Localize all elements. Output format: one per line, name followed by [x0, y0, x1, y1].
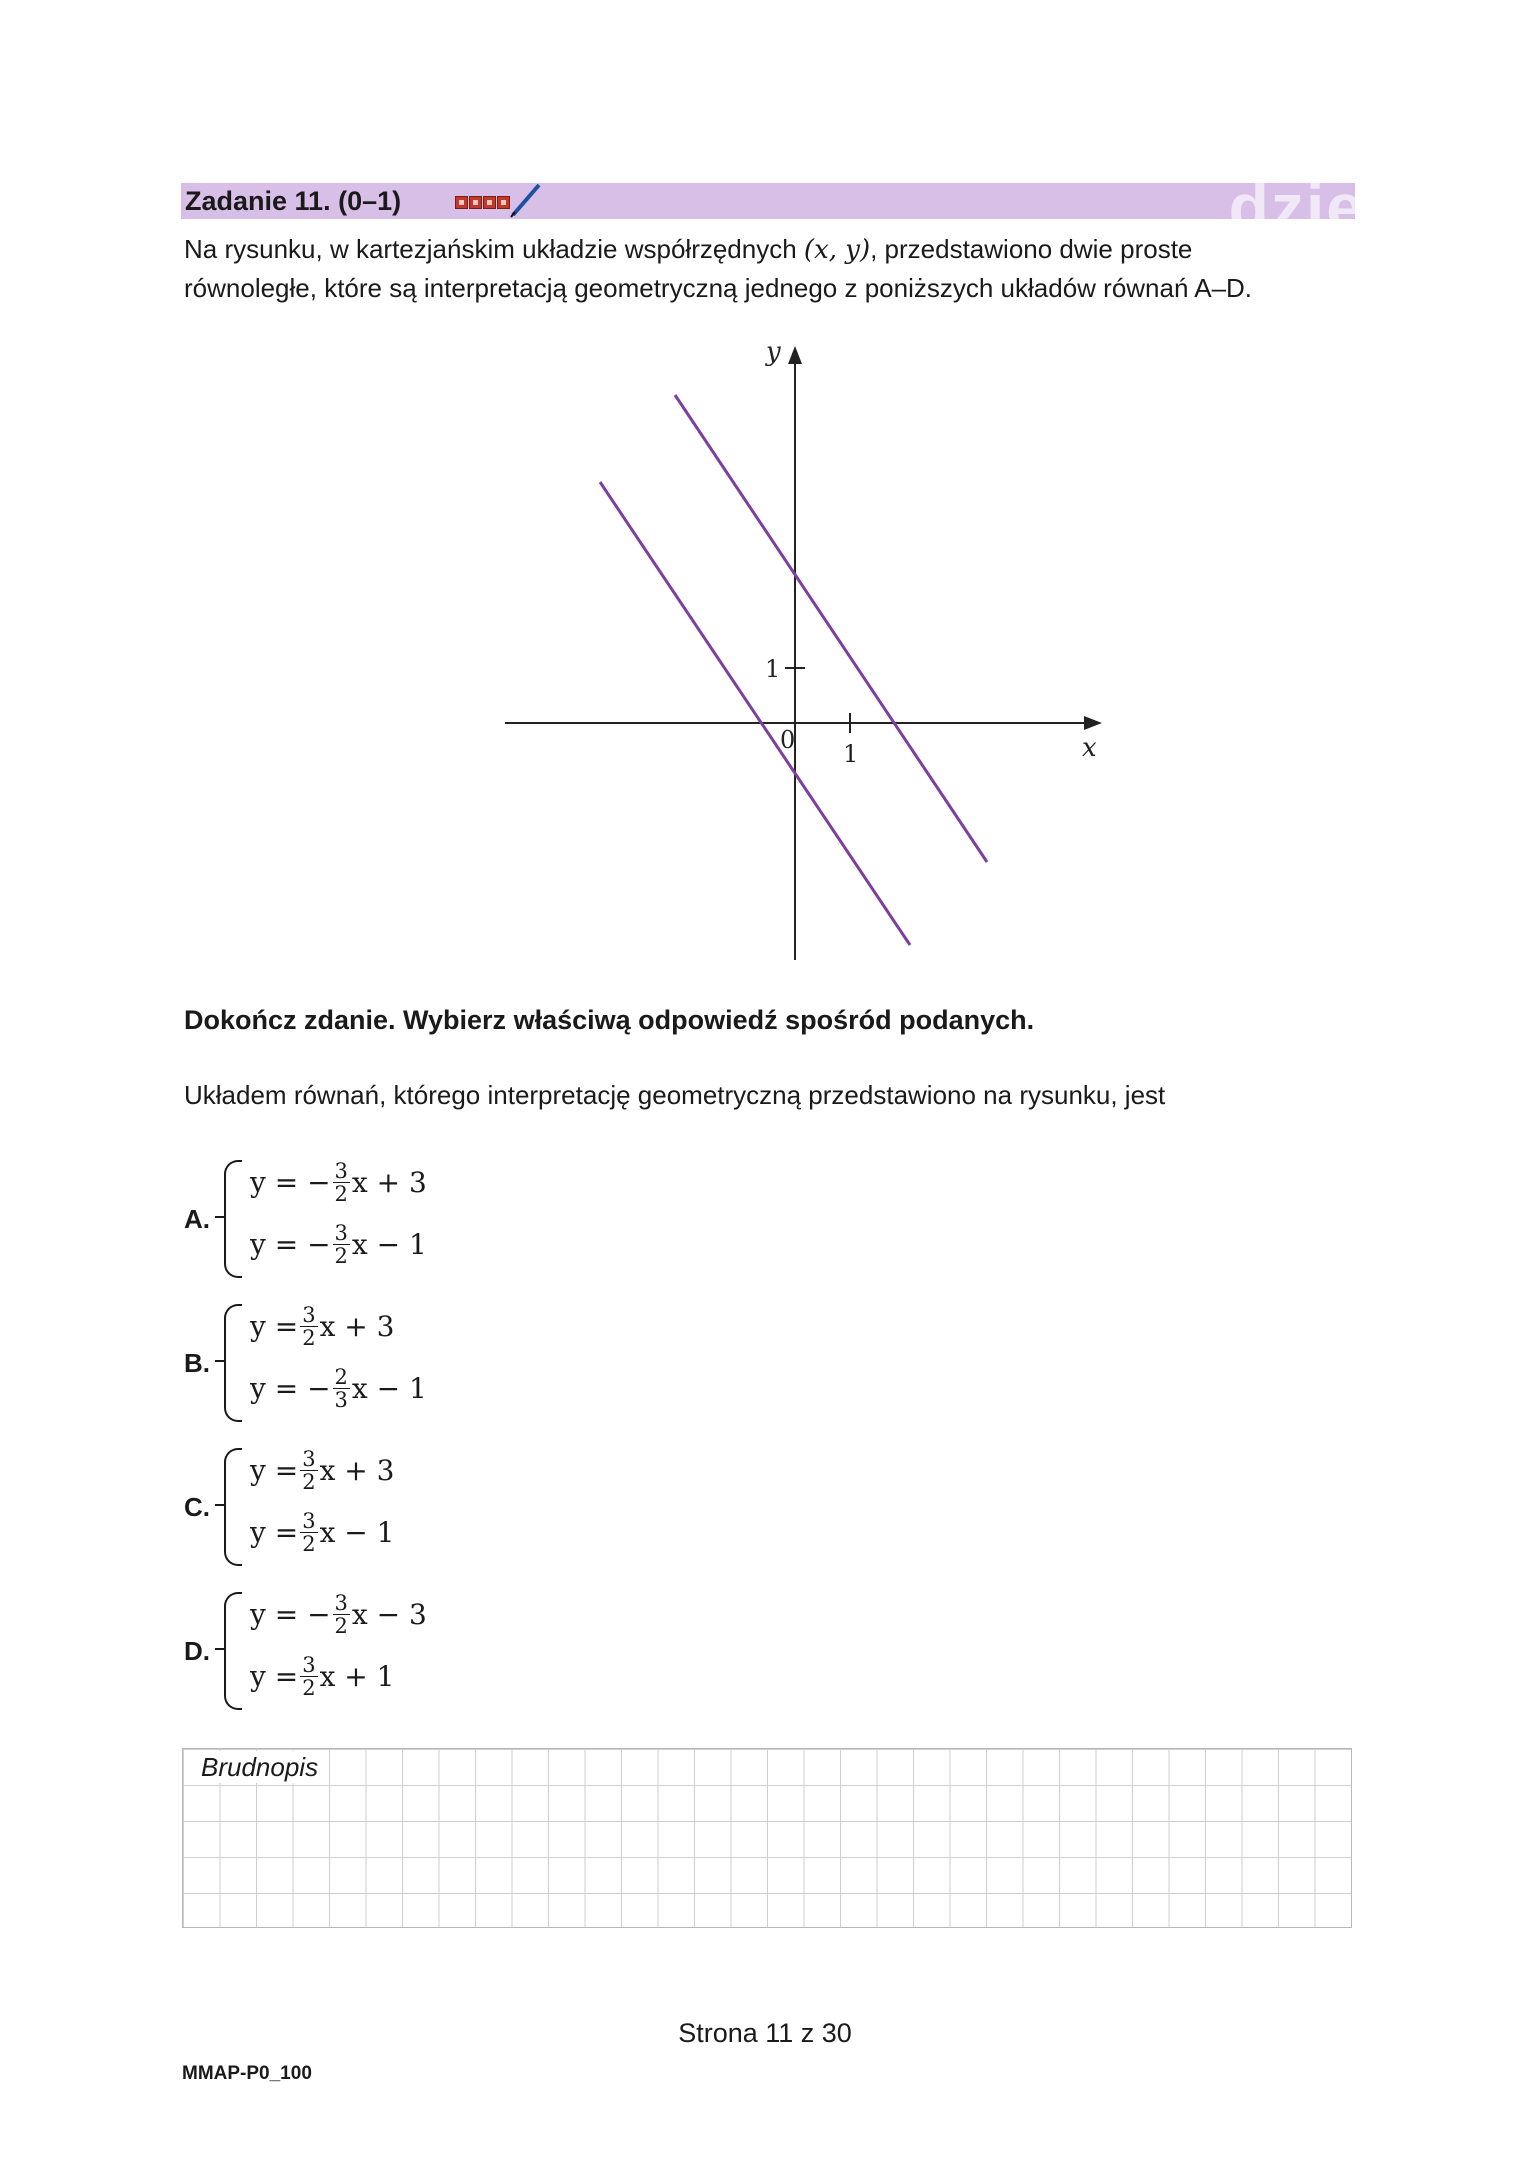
- option-d[interactable]: [184, 1592, 484, 1712]
- x-axis-arrow: [1084, 716, 1102, 730]
- equation: [250, 1510, 394, 1555]
- intro-text-1: Na rysunku, w kartezjańskim układzie współrzędnych: [184, 234, 804, 264]
- skill-icon: [451, 183, 561, 219]
- option-letter: C.: [184, 1492, 210, 1522]
- option-c[interactable]: [184, 1448, 484, 1568]
- brace: [224, 1304, 242, 1422]
- exam-code: MMAP-P0_100: [182, 2063, 312, 2084]
- x-axis-label: x: [1082, 733, 1097, 763]
- eq-rhs: x + 3: [319, 1310, 395, 1343]
- equation: [250, 1160, 427, 1205]
- fraction: $\frac{3}{2}$: [334, 1159, 348, 1206]
- option-letter: D.: [184, 1636, 210, 1666]
- intro-text-3: równoległe, które są interpretacją geometryczną jednego z poniższych układów równań A–D.: [184, 273, 1253, 303]
- eq-rhs: x − 1: [351, 1372, 427, 1405]
- question-stem: Układem równań, którego interpretację geometryczną przedstawiono na rysunku, jest: [184, 1080, 1166, 1110]
- equation: [250, 1592, 427, 1637]
- equation: [250, 1448, 394, 1493]
- equation: [250, 1304, 394, 1349]
- eq-rhs: x + 1: [319, 1660, 395, 1693]
- y-axis-arrow: [788, 346, 802, 364]
- eq-lhs: y =: [250, 1454, 299, 1487]
- line-upper: [675, 395, 987, 862]
- eq-lhs: y =: [250, 1516, 299, 1549]
- x-tick-label: 1: [843, 740, 859, 768]
- brace: [224, 1160, 242, 1278]
- eq-lhs: y = −: [250, 1598, 331, 1631]
- origin-label: 0: [780, 726, 796, 754]
- eq-rhs: x − 1: [351, 1228, 427, 1261]
- scratch-area[interactable]: [182, 1748, 1352, 1928]
- option-letter: B.: [184, 1348, 210, 1378]
- coordinate-graph: [490, 330, 1110, 970]
- eq-lhs: y =: [250, 1660, 299, 1693]
- eq-lhs: y = −: [250, 1372, 331, 1405]
- eq-rhs: x − 3: [351, 1598, 427, 1631]
- equation: [250, 1366, 427, 1411]
- eq-rhs: x − 1: [319, 1516, 395, 1549]
- scratch-label: Brudnopis: [197, 1751, 322, 1783]
- y-axis-label: y: [766, 337, 781, 367]
- fraction: $\frac{3}{2}$: [334, 1591, 348, 1638]
- watermark: dzie: [1228, 170, 1365, 244]
- task-header: [181, 170, 1365, 244]
- option-a[interactable]: [184, 1160, 484, 1280]
- equation: [250, 1654, 394, 1699]
- eq-lhs: y =: [250, 1310, 299, 1343]
- eq-rhs: x + 3: [351, 1166, 427, 1199]
- intro-coords: (x, y): [803, 235, 871, 265]
- eq-lhs: y = −: [250, 1228, 331, 1261]
- fraction: $\frac{3}{2}$: [302, 1447, 316, 1494]
- intro-text-2: , przedstawiono dwie proste: [870, 234, 1193, 264]
- pen-icon: [509, 181, 549, 219]
- brace: [224, 1592, 242, 1710]
- option-b[interactable]: [184, 1304, 484, 1424]
- equation: [250, 1222, 427, 1267]
- task-title: Zadanie 11. (0–1): [185, 186, 402, 216]
- page-number: Strona 11 z 30: [678, 2018, 852, 2048]
- eq-lhs: y = −: [250, 1166, 331, 1199]
- brace: [224, 1448, 242, 1566]
- instruction: Dokończ zdanie. Wybierz właściwą odpowiedź spośród podanych.: [184, 1005, 1035, 1035]
- fraction: $\frac{3}{2}$: [302, 1509, 316, 1556]
- fraction: $\frac{3}{2}$: [302, 1653, 316, 1700]
- fraction: $\frac{3}{2}$: [334, 1221, 348, 1268]
- option-letter: A.: [184, 1204, 210, 1234]
- fraction: $\frac{3}{2}$: [302, 1303, 316, 1350]
- fraction: $\frac{2}{3}$: [334, 1365, 348, 1412]
- task-intro: [184, 230, 1354, 307]
- eq-rhs: x + 3: [319, 1454, 395, 1487]
- y-tick-label: 1: [765, 655, 781, 683]
- line-lower: [600, 482, 910, 945]
